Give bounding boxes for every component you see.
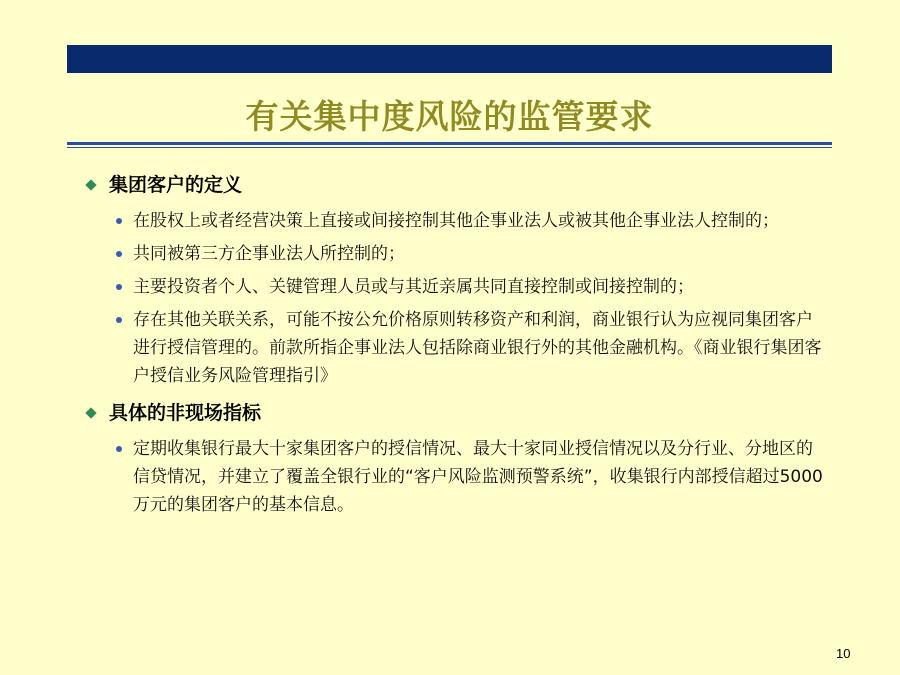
page-number: 10 (836, 646, 851, 661)
list-item-text: 存在其他关联关系，可能不按公允价格原则转移资产和利润，商业银行认为应视同集团客户进行授信管理的。前款所指企事业法人包括除商业银行外的其他金融机构。《商业银行集团客户授信业务风险管理指引》 (133, 310, 822, 386)
dot-bullet-icon (116, 446, 122, 452)
diamond-bullet-icon (85, 407, 96, 418)
section-heading (85, 168, 825, 202)
list-item-text: 在股权上或者经营决策上直接或间接控制其他企事业法人或被其他企事业法人控制的； (133, 211, 779, 231)
bullet-list (85, 207, 825, 390)
diamond-bullet-icon (85, 179, 96, 190)
title-top-bar (67, 45, 832, 73)
list-item (85, 435, 825, 519)
dot-bullet-icon (116, 284, 122, 290)
list-item-text: 共同被第三方企事业法人所控制的； (133, 244, 405, 264)
list-item-text: 定期收集银行最大十家集团客户的授信情况、最大十家同业授信情况以及分行业、分地区的信贷情况，并建立了覆盖全银行业的“客户风险监测预警系统”，收集银行内部授信超过5000万元的集团客户的基本信息。 (133, 439, 823, 515)
title-band (67, 73, 832, 143)
list-item (85, 306, 825, 390)
slide-content (85, 168, 825, 525)
bullet-list (85, 435, 825, 519)
dot-bullet-icon (116, 251, 122, 257)
list-item (85, 273, 825, 301)
section-heading-text: 集团客户的定义 (109, 174, 243, 196)
section-group-customer-definition (85, 168, 825, 390)
section-offsite-indicators (85, 396, 825, 519)
dot-bullet-icon (116, 218, 122, 224)
section-heading (85, 396, 825, 430)
list-item (85, 240, 825, 268)
section-heading-text: 具体的非现场指标 (109, 402, 262, 424)
list-item (85, 207, 825, 235)
list-item-text: 主要投资者个人、关键管理人员或与其近亲属共同直接控制或间接控制的； (133, 277, 694, 297)
dot-bullet-icon (116, 317, 122, 323)
slide-title: 有关集中度风险的监管要求 (245, 97, 654, 136)
title-underline-thin (67, 147, 832, 148)
title-underline-thick (67, 142, 832, 145)
